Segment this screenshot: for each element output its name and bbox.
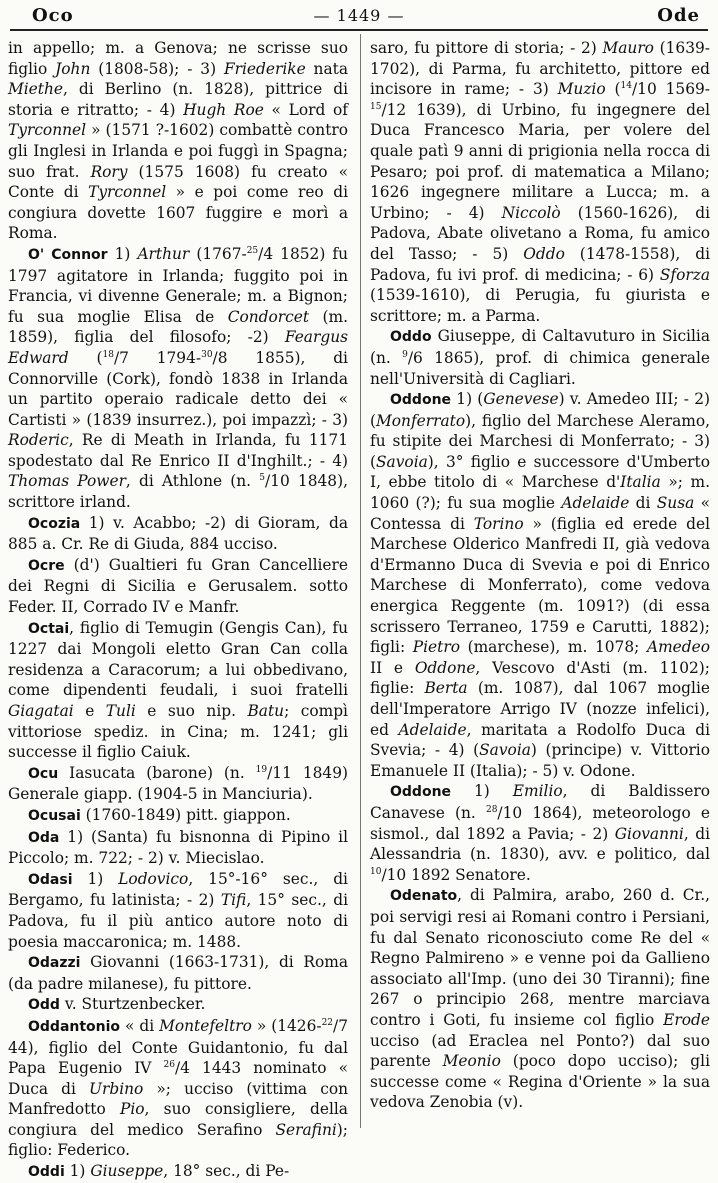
entry [8,994,348,1016]
entry-headword: Odazzi [28,955,81,972]
entry-headword: Oddone [390,392,452,409]
entry-text: , di Palmira, arabo, 260 d. Cr., poi servigi resi ai Romani contro i Persiani, fu dal Senato riconosciuto come Re del « Regno Palmireno » e venne poi da Gallieno associato all'Imp. (uno dei 30 Tiranni); fine 267 o principio 268, mentre marciava contro i Goti, fu insieme col figlio Erode ucciso (ad Eraclea nel Ponto?) dal suo parente Meonio (poco dopo ucciso); gli successe come « Regina d'Oriente » la sua vedova Zenobia (v). [370,886,710,1112]
entry [8,38,348,244]
entry-headword: Oda [28,829,60,846]
entry-headword: Oddantonio [28,1018,121,1035]
entry-text: Giovanni (1663-1731), di Roma (da padre milanese), fu pittore. [8,953,348,993]
entry [8,952,348,994]
left-column [8,38,348,1181]
entry-headword: Ocre [28,557,65,574]
entry-headword: Ocu [28,765,59,782]
entry-text: Giuseppe, di Caltavuturo in Sicilia (n. $^9$/6 1865), prof. di chimica generale nell'Università di Cagliari. [370,327,711,388]
entry-text: (1760-1849) pitt. giappon. [80,805,291,824]
entry-text: , figlio di Temugin (Gengis Can), fu 1227 dai Mongoli eletto Gran Can colla residenza a Caracorum; a lui obbedivano, come dipendenti feudali, i suoi fratelli Giagatai e Tuli e suo nip. Batu; compì vittoriose spediz. in Cina; m. 1241; gli successe il figlio Caiuk. [8,618,348,762]
header-right-keyword: Ode [657,5,700,26]
entry-text: 1) (Santa) fu bisnonna di Pipino il Piccolo; m. 722; - 2) v. Miecislao. [8,827,348,868]
entry [370,326,710,389]
entry-headword: Oddone [390,784,452,801]
entry-headword: O' Connor [28,246,108,263]
entry-text: v. Sturtzenbecker. [59,995,206,1014]
entry-text: 1) Arthur (1767-$^{25}$/4 1852) fu 1797 agitatore in Irlanda; fuggito poi in Francia, vi divenne Generale; m. a Bignon; fu sua moglie Elisa de Condorcet (m. 1859), figlia del filosofo; -2) Feargus Edward ($^{18}$/7 1794-$^{30}$/8 1855), di Connorville (Cork), fondò 1838 in Irlanda un partito operaio radicale detto dei « Cartisti » (1839 insurrez.), poi impazzì; - 3) Roderic, Re di Meath in Irlanda, fu 1171 spodestato dal Re Enrico II d'Inghilt.; - 4) Thomas Power, di Athlone (n. $^5$/10 1848), scrittore irland. [8,244,348,512]
entry [8,869,348,952]
entry-text: « di Montefeltro » (1426-$^{22}$/7 44), figlio del Conte Guidantonio, fu dal Papa Eugenio IV $^{26}$/4 1443 nominato « Duca di Urbino »; ucciso (vittima con Manfredotto Pio, suo consigliere, della congiura del medico Serafino Serafini); figlio: Federico. [8,1016,348,1160]
entry [8,618,348,763]
entry-headword: Odenato [390,888,458,905]
entry [370,885,710,1113]
page-header [0,0,718,34]
header-left-keyword: Oco [32,5,74,26]
entry-headword: Odd [28,997,60,1014]
entry-text: Iasucata (barone) (n. $^{19}$/11 1849) Generale giapp. (1904-5 in Manciuria). [8,763,348,804]
entry [8,244,348,513]
entry [8,805,348,827]
entry-headword: Oddi [28,1164,65,1181]
entry [370,38,710,326]
entry-headword: Odasi [28,871,73,888]
right-column [370,38,710,1128]
entry-text: 1) v. Acabbo; -2) di Gioram, da 885 a. Cr. Re di Giuda, 884 ucciso. [8,513,348,554]
entry-headword: Oddo [390,329,432,346]
entry [8,763,348,805]
entry-headword: Ocozia [28,515,81,532]
header-rule [10,29,708,31]
entry [8,555,348,618]
column-separator [360,34,361,1128]
entry [8,1161,348,1183]
page-number: — 1449 — [313,6,405,25]
entry [8,513,348,555]
entry-headword: Octai [28,620,70,637]
entry [8,1016,348,1161]
entry-text: (d') Gualtieri fu Gran Cancelliere dei Regni di Sicilia e Gerusalem. sotto Feder. II, Corrado IV e Manfr. [8,555,348,617]
entry-text: 1) (Genevese) v. Amedeo III; - 2) (Monferrato), figlio del Marchese Aleramo, fu stipite dei Marchesi di Monferrato; - 3) (Savoia), 3° figlio e successore d'Umberto I, ebbe titolo di « Marchese d'Italia »; m. 1060 (?); fu sua moglie Adelaide di Susa « Contessa di Torino » (figlia ed erede del Marchese Olderico Manfredi II, già vedova d'Ermanno Duca di Svevia e poi di Enrico Marchese di Monferrato), come vedova energica Reggente (m. 1091?) (di essa scrissero Terraneo, 1759 e Carutti, 1882); figli: Pietro (marchese), m. 1078; Amedeo II e Oddone, Vescovo d'Asti (m. 1102); figlie: Berta (m. 1087), dal 1067 moglie dell'Imperatore Arrigo IV (nozze infelici), ed Adelaide, maritata a Rodolfo Duca di Svevia; - 4) (Savoia) (principe) v. Vittorio Emanuele II (Italia); - 5) v. Odone. [370,390,711,780]
entry-text: 1) Giuseppe, 18° sec., di Pe- [64,1162,290,1181]
entry-text: 1) Lodovico, 15°-16° sec., di Bergamo, fu latinista; - 2) Tifi, 15° sec., di Padova, fu il più antico autore noto di poesia maccaronica; m. 1488. [8,869,348,951]
entry [370,781,710,885]
entry-text: in appello; m. a Genova; ne scrisse suo figlio John (1808-58); - 3) Friederike nata Miethe, di Berlino (n. 1828), pittrice di storia e ritratto; - 4) Hugh Roe « Lord of Tyrconnel » (1571 ?-1602) combattè contro gli Inglesi in Irlanda e poi fuggì in Spagna; suo frat. Rory (1575 1608) fu creato « Conte di Tyrconnel » e poi come reo di congiura dovette 1607 fuggire e morì a Roma. [8,39,348,243]
entry [8,827,348,869]
entry-text: 1) Emilio, di Baldissero Canavese (n. $^{28}$/10 1864), meteorologo e sismol., dal 1892 a Pavia; - 2) Giovanni, di Alessandria (n. 1830), avv. e politico, dal $^{10}$/10 1892 Senatore. [370,782,711,884]
entry-text: saro, fu pittore di storia; - 2) Mauro (1639-1702), di Parma, fu architetto, pittore ed incisore in rame; - 3) Muzio ($^{14}$/10 1569-$^{15}$/12 1639), di Urbino, fu ingegnere del Duca Francesco Maria, per volere del quale patì 9 anni di prigionia nella rocca di Pesaro; poi prof. di matematica a Milano; 1626 ingegnere militare a Lucca; m. a Urbino; - 4) Niccolò (1560-1626), di Padova, Abate olivetano a Roma, fu amico del Tasso; - 5) Oddo (1478-1558), di Padova, fu ivi prof. di medicina; - 6) Sforza (1539-1610), di Perugia, fu giurista e scrittore; m. a Parma. [370,39,711,325]
entry [370,389,710,781]
entry-headword: Ocusai [28,807,81,824]
